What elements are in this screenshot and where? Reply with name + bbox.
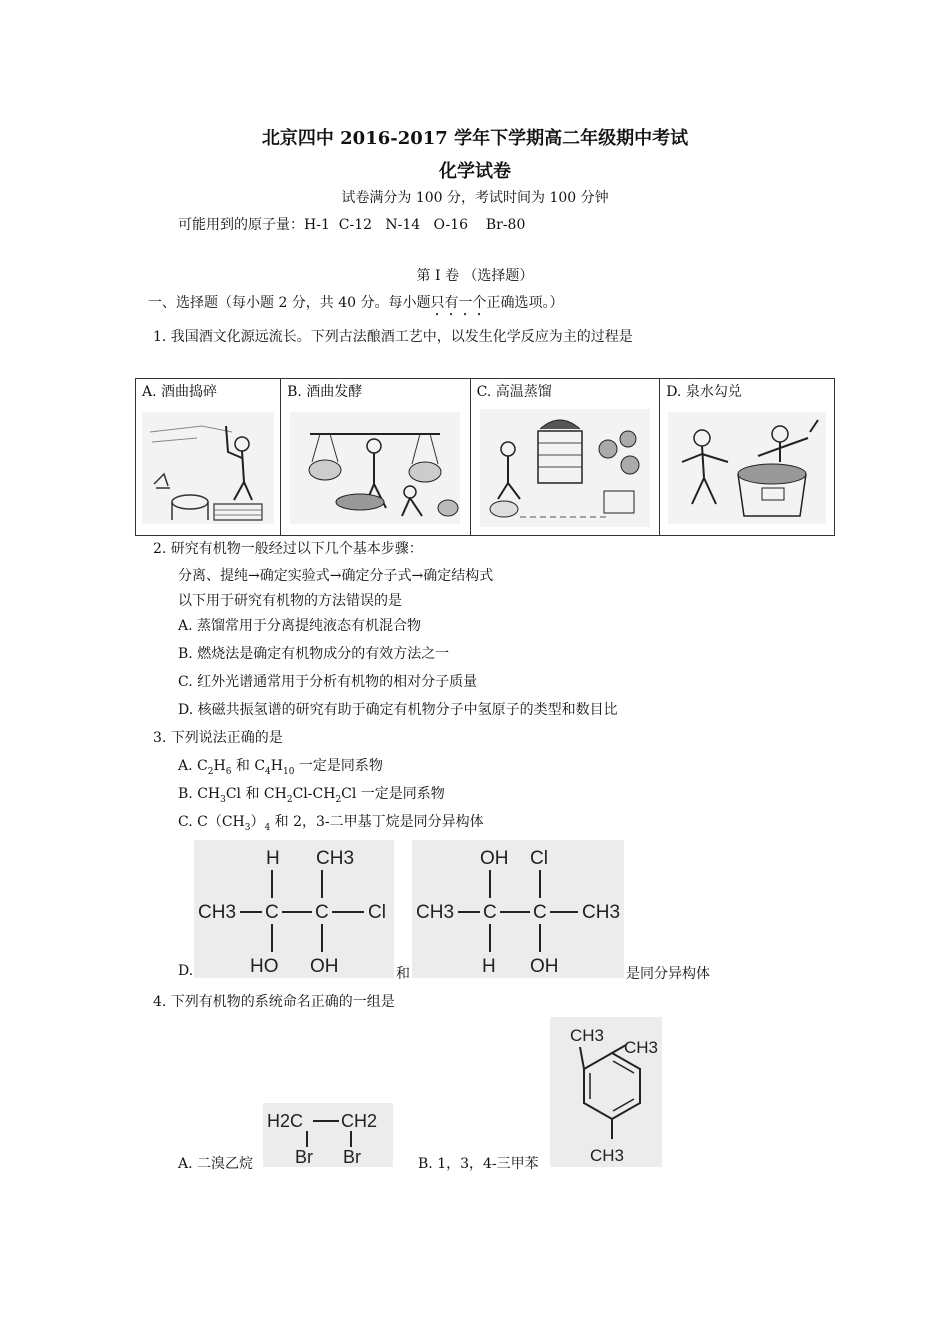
section-suffix: 正确选项。） bbox=[486, 295, 564, 311]
atom-ch3: CH3 bbox=[198, 902, 237, 923]
section-heading bbox=[148, 292, 564, 319]
q1-option-c-label: C. 高温蒸馏 bbox=[476, 384, 552, 400]
q3-b-text: B. CH bbox=[178, 786, 221, 802]
q3-a-text: H bbox=[270, 758, 283, 774]
q4-stem: 4. 下列有机物的系统命名正确的一组是 bbox=[153, 994, 395, 1010]
q2-steps: 分离、提纯→确定实验式→确定分子式→确定结构式 bbox=[178, 568, 494, 584]
atom-ch3: CH3 bbox=[570, 1026, 605, 1045]
q3-d-structure-1 bbox=[194, 840, 394, 978]
q3-c-text: 和 2，3-二甲基丁烷是同分异构体 bbox=[270, 814, 484, 830]
subscript: 2 bbox=[207, 766, 214, 777]
atom-h: H bbox=[482, 956, 496, 977]
q4-option-a[interactable]: A. 二溴乙烷 bbox=[178, 1156, 254, 1172]
q3-option-a[interactable] bbox=[178, 755, 383, 777]
atom-c: C bbox=[533, 902, 547, 923]
woodcut-fermenting-icon bbox=[281, 405, 470, 531]
subscript: 2 bbox=[286, 794, 293, 805]
atom-oh: OH bbox=[530, 956, 559, 977]
q2-prompt: 以下用于研究有机物的方法错误的是 bbox=[178, 593, 402, 609]
q2-option-c[interactable]: C. 红外光谱通常用于分析有机物的相对分子质量 bbox=[178, 674, 478, 690]
subscript: 4 bbox=[264, 822, 271, 833]
woodcut-pounding-icon bbox=[136, 405, 280, 531]
q1-options-table bbox=[135, 378, 835, 536]
q3-option-d-label[interactable]: D. bbox=[178, 963, 194, 979]
atom-cl: Cl bbox=[368, 902, 386, 923]
atom-ch3: CH3 bbox=[582, 902, 621, 923]
q3-b-text: Cl-CH bbox=[292, 786, 336, 802]
q3-option-b[interactable] bbox=[178, 783, 445, 805]
q3-b-text: Cl 和 CH bbox=[225, 786, 287, 802]
q3-a-text: 一定是同系物 bbox=[294, 758, 383, 774]
atom-h2c: H2C bbox=[267, 1111, 304, 1131]
q1-option-a[interactable] bbox=[136, 379, 281, 536]
q2-option-a[interactable]: A. 蒸馏常用于分离提纯液态有机混合物 bbox=[178, 618, 422, 634]
q1-option-a-label: A. 酒曲捣碎 bbox=[142, 384, 218, 400]
q3-c-text: C. C（CH bbox=[178, 814, 245, 830]
atom-ch2: CH2 bbox=[341, 1111, 378, 1131]
atom-oh: OH bbox=[310, 956, 339, 977]
part-heading: 第 I 卷 （选择题） bbox=[416, 268, 534, 284]
atom-oh: OH bbox=[480, 848, 509, 869]
subscript: 4 bbox=[265, 766, 271, 777]
q1-stem: 1. 我国酒文化源远流长。下列古法酿酒工艺中，以发生化学反应为主的过程是 bbox=[153, 329, 633, 345]
subscript: 10 bbox=[283, 766, 295, 777]
atom-br: Br bbox=[343, 1147, 361, 1167]
q3-d-tail: 是同分异构体 bbox=[626, 966, 710, 982]
q1-option-c[interactable] bbox=[470, 379, 660, 536]
subscript: 3 bbox=[244, 822, 251, 833]
q3-d-and: 和 bbox=[396, 966, 410, 982]
atom-ch3: CH3 bbox=[316, 848, 355, 869]
atom-c: C bbox=[265, 902, 279, 923]
q3-a-text: H bbox=[213, 758, 226, 774]
exam-info: 试卷满分为 100 分，考试时间为 100 分钟 bbox=[341, 190, 609, 206]
atom-h: H bbox=[266, 848, 280, 869]
subscript: 6 bbox=[225, 766, 232, 777]
atom-ch3: CH3 bbox=[416, 902, 455, 923]
q3-b-text: Cl 一定是同系物 bbox=[341, 786, 445, 802]
exam-subject: 化学试卷 bbox=[439, 161, 511, 182]
q2-option-d[interactable]: D. 核磁共振氢谱的研究有助于确定有机物分子中氢原子的类型和数目比 bbox=[178, 702, 618, 718]
q3-a-text: 和 C bbox=[231, 758, 266, 774]
atom-c: C bbox=[483, 902, 497, 923]
atom-br: Br bbox=[295, 1147, 313, 1167]
q1-option-b-label: B. 酒曲发酵 bbox=[287, 384, 363, 400]
q4-b-structure bbox=[550, 1017, 662, 1167]
woodcut-blending-icon bbox=[660, 405, 834, 531]
q3-option-c[interactable] bbox=[178, 811, 484, 833]
atom-c: C bbox=[315, 902, 329, 923]
atom-cl: Cl bbox=[530, 848, 548, 869]
atomic-masses: 可能用到的原子量：H-1 C-12 N-14 O-16 Br-80 bbox=[178, 217, 526, 233]
subscript: 2 bbox=[335, 794, 342, 805]
q3-a-text: A. C bbox=[178, 758, 208, 774]
section-prefix: 一、选择题（每小题 2 分，共 40 分。每小题 bbox=[148, 295, 431, 311]
q3-stem: 3. 下列说法正确的是 bbox=[153, 730, 283, 746]
q1-option-d-label: D. 泉水勾兑 bbox=[666, 384, 742, 400]
woodcut-distilling-icon bbox=[471, 405, 660, 531]
section-emphasis: 只有一个 bbox=[430, 295, 487, 311]
q3-c-text: ） bbox=[250, 814, 265, 830]
atom-ch3: CH3 bbox=[624, 1038, 659, 1057]
q2-option-b[interactable]: B. 燃烧法是确定有机物成分的有效方法之一 bbox=[178, 646, 450, 662]
exam-title: 北京四中 2016-2017 学年下学期高二年级期中考试 bbox=[261, 128, 689, 149]
q3-d-structure-2 bbox=[412, 840, 624, 978]
q1-option-b[interactable] bbox=[281, 379, 471, 536]
q2-stem: 2. 研究有机物一般经过以下几个基本步骤： bbox=[153, 541, 423, 557]
q4-a-structure bbox=[263, 1103, 393, 1167]
q1-option-d[interactable] bbox=[660, 379, 835, 536]
atom-ho: HO bbox=[250, 956, 279, 977]
subscript: 3 bbox=[220, 794, 226, 805]
q4-option-b[interactable]: B. 1，3，4-三甲苯 bbox=[418, 1156, 539, 1172]
atom-ch3: CH3 bbox=[590, 1146, 625, 1165]
